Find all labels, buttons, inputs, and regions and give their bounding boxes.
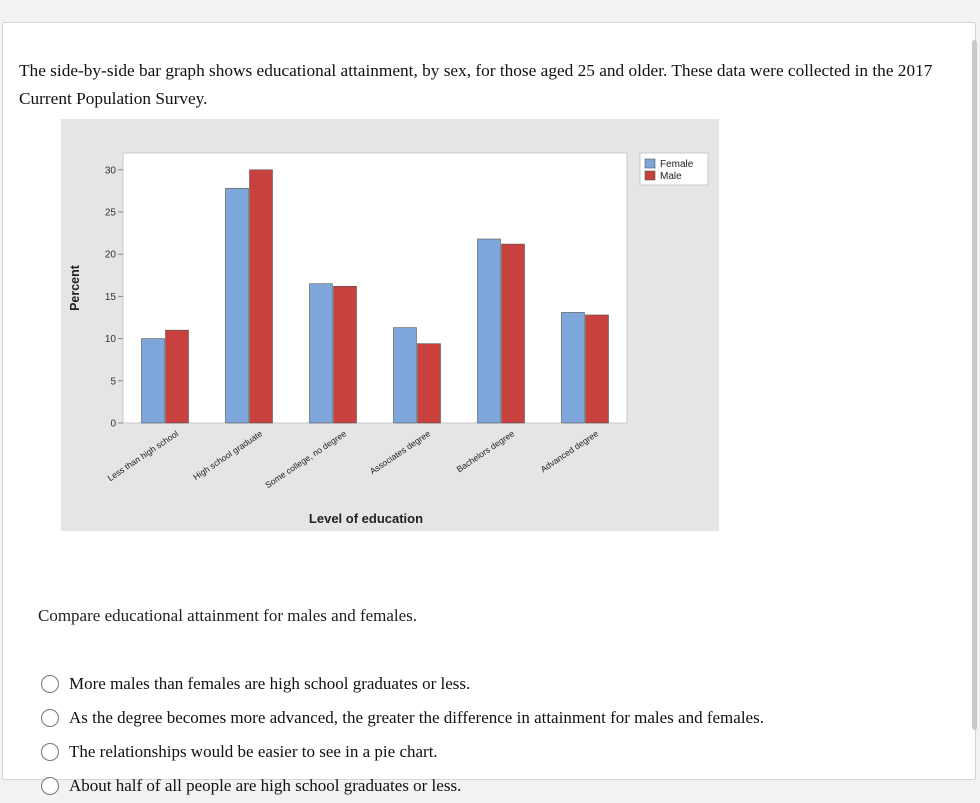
bar-male <box>166 330 189 423</box>
bar-male <box>586 315 609 423</box>
answer-option-3[interactable] <box>41 735 764 769</box>
y-tick-label: 25 <box>104 207 116 219</box>
y-tick-label: 15 <box>104 291 116 303</box>
legend-swatch-female <box>645 159 655 168</box>
bar-female <box>394 328 417 423</box>
x-tick-label: Bachelors degree <box>454 428 517 475</box>
bar-male <box>334 286 357 423</box>
y-tick-label: 30 <box>104 165 116 177</box>
y-tick-label: 0 <box>110 418 116 430</box>
radio-button[interactable] <box>41 709 59 727</box>
answer-option-label: More males than females are high school graduates or less. <box>69 674 471 693</box>
legend-label-male: Male <box>660 171 682 182</box>
bar-female <box>142 339 165 423</box>
x-tick-label: Advanced degree <box>538 428 601 475</box>
bar-female <box>226 188 249 423</box>
y-tick-label: 5 <box>110 376 116 388</box>
answer-option-label: As the degree becomes more advanced, the greater the difference in attainment for males and females. <box>69 708 764 727</box>
radio-button[interactable] <box>41 743 59 761</box>
x-tick-label: Less than high school <box>105 428 181 484</box>
y-tick-label: 10 <box>104 334 116 346</box>
answer-option-4[interactable] <box>41 769 764 803</box>
answer-option-2[interactable] <box>41 701 764 735</box>
x-tick-label: Some college, no degree <box>263 428 349 491</box>
bar-male <box>250 170 273 423</box>
answer-option-label: About half of all people are high school graduates or less. <box>69 776 462 795</box>
bar-chart-svg <box>61 119 719 531</box>
legend <box>640 153 708 185</box>
bar-female <box>310 284 333 423</box>
vertical-scrollbar[interactable] <box>972 40 977 730</box>
y-tick-label: 20 <box>104 249 116 261</box>
y-axis-title: Percent <box>68 265 82 311</box>
bar-male <box>502 244 525 423</box>
question-text: Compare educational attainment for males and females. <box>38 606 418 625</box>
answer-option-label: The relationships would be easier to see in a pie chart. <box>69 742 438 761</box>
plot-area <box>123 153 627 423</box>
bar-female <box>562 312 585 423</box>
x-tick-label: Associates degree <box>367 428 433 477</box>
radio-button[interactable] <box>41 675 59 693</box>
bar-female <box>478 239 501 423</box>
x-axis-title: Level of education <box>308 511 424 526</box>
radio-button[interactable] <box>41 777 59 795</box>
legend-label-female: Female <box>660 159 694 170</box>
bar-chart <box>61 119 719 531</box>
answer-options <box>41 667 764 803</box>
answer-option-1[interactable] <box>41 667 764 701</box>
legend-swatch-male <box>645 171 655 180</box>
x-tick-label: High school graduate <box>191 428 265 483</box>
bar-male <box>418 344 441 423</box>
question-card <box>2 22 976 795</box>
question-prompt: The side-by-side bar graph shows educational attainment, by sex, for those aged 25 and older. These data were collected in the 2017 Current Population Survey. <box>19 61 933 108</box>
